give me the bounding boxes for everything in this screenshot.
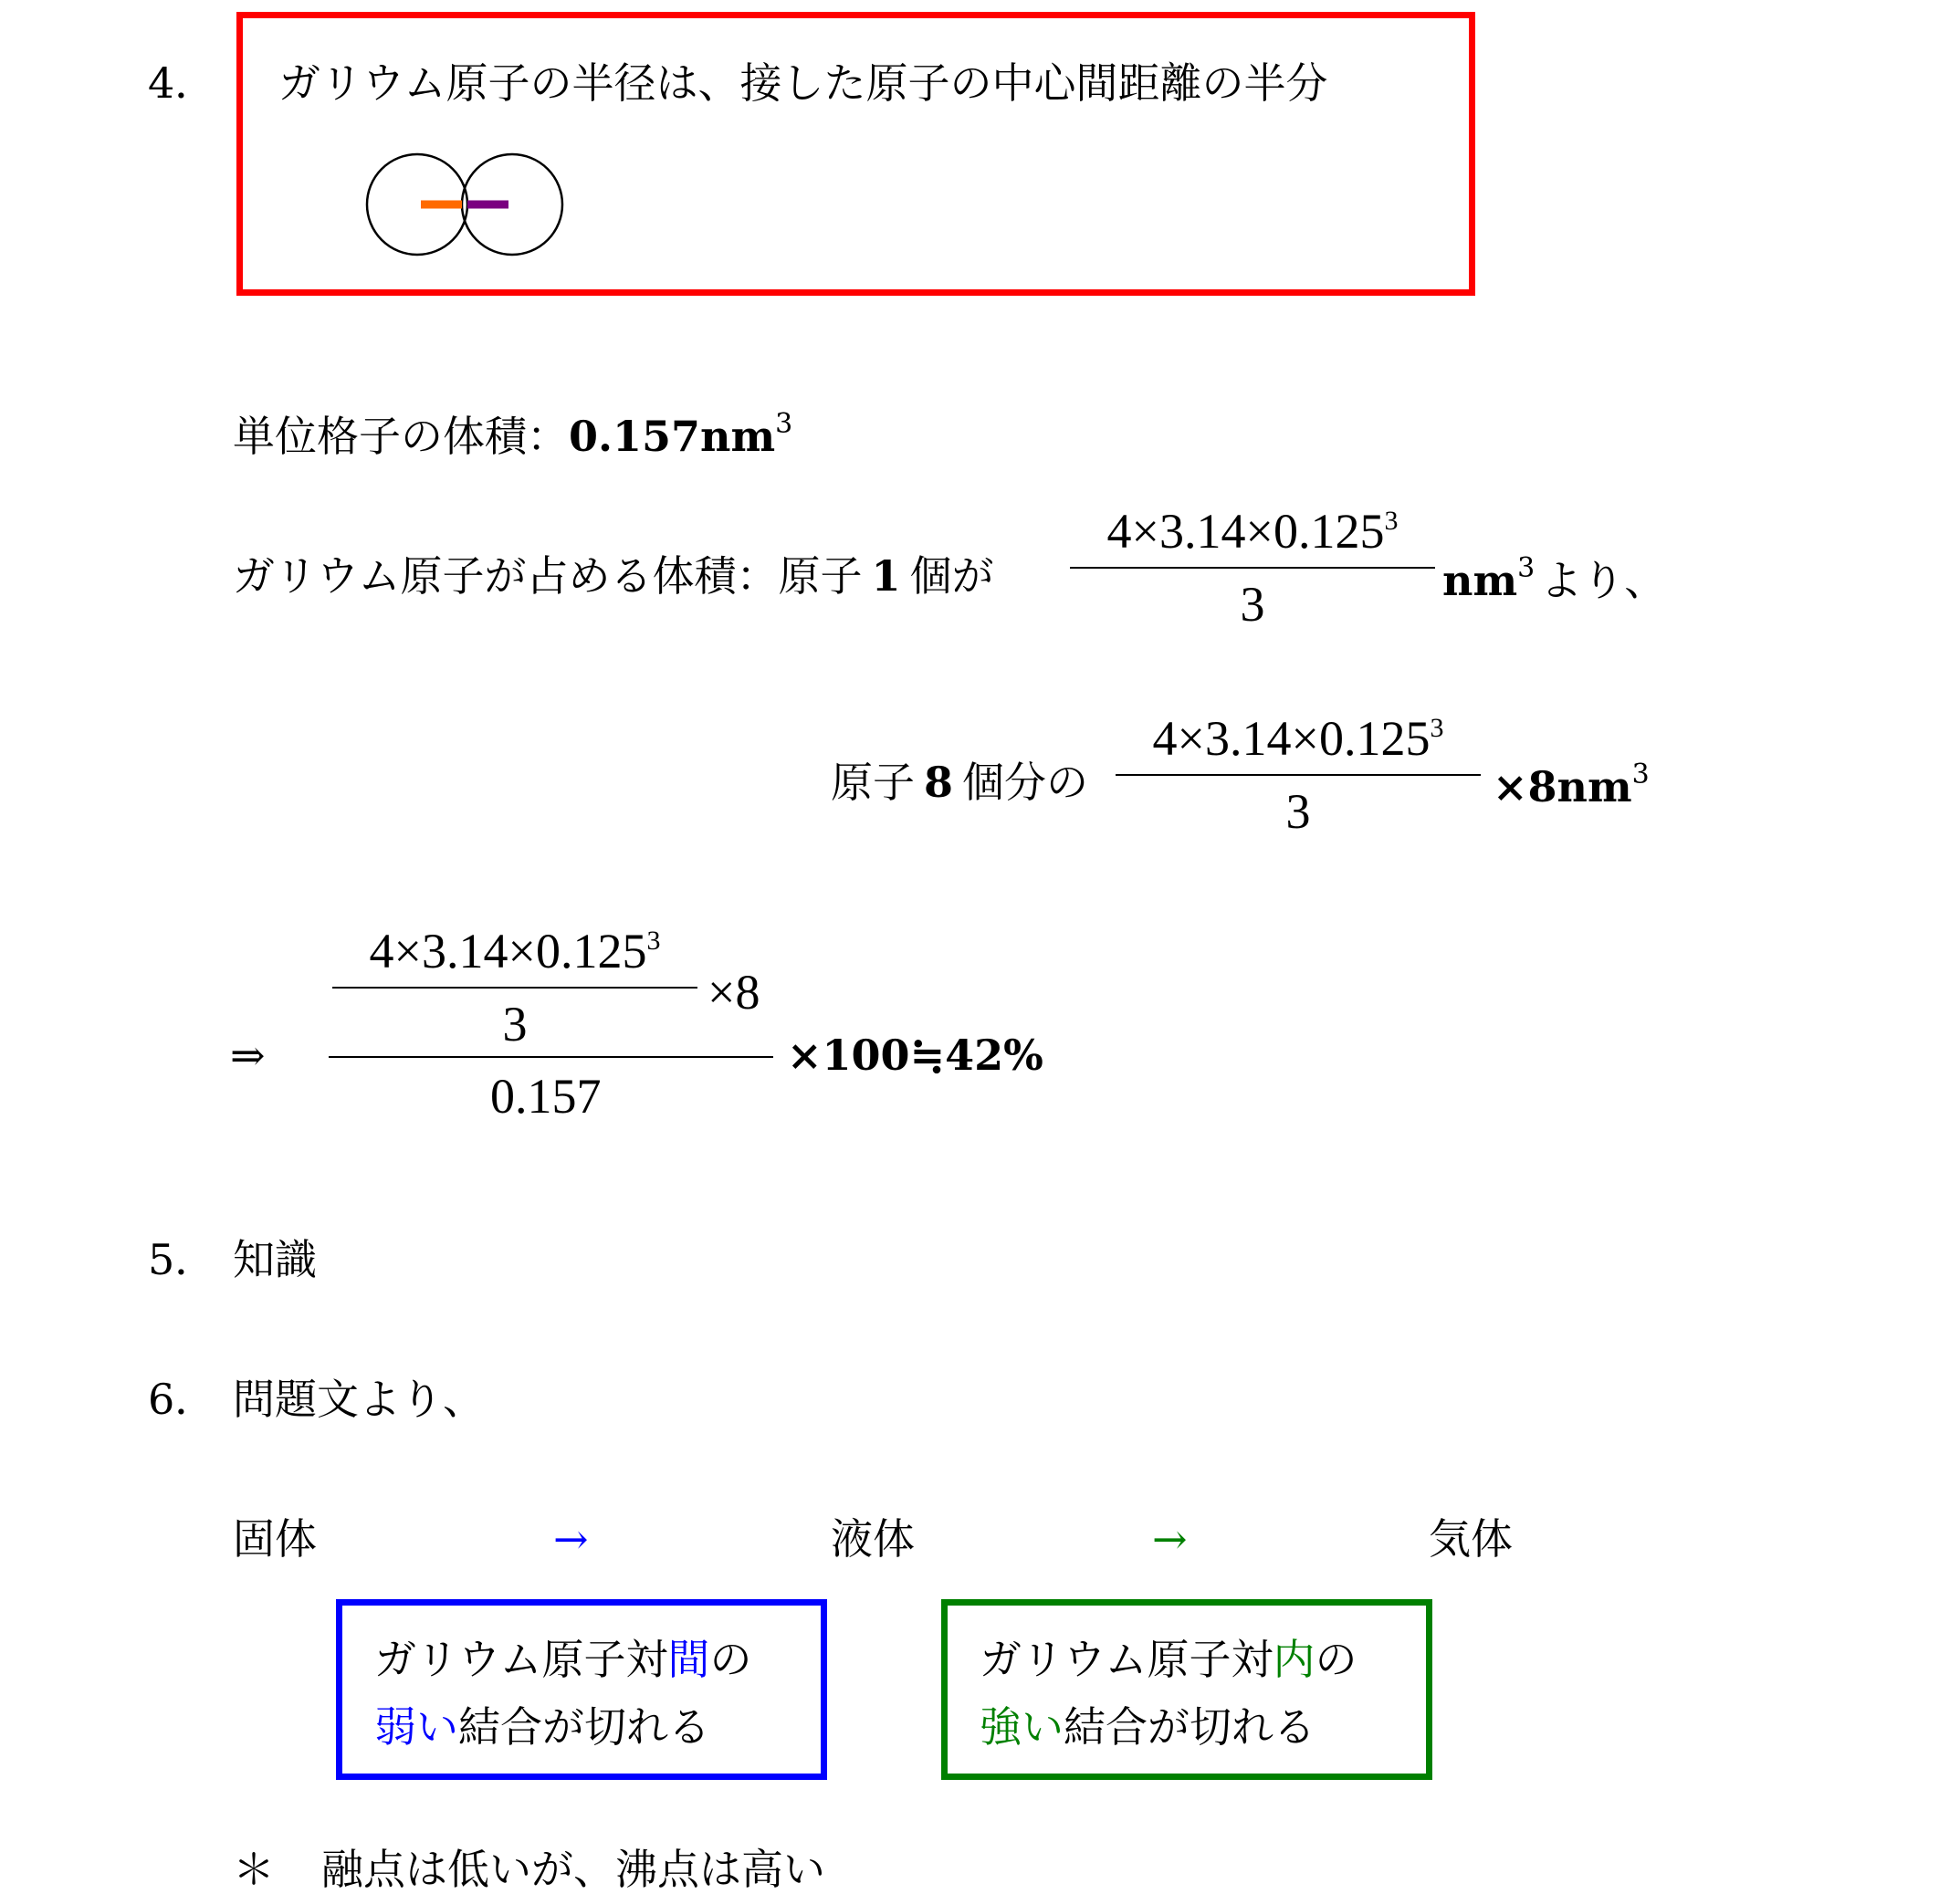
- fraction-one-atom: [1070, 504, 1435, 632]
- fraction-eight-atoms: [1116, 711, 1481, 839]
- occupied-label-text: ガリウム原子が占める体積：原子: [233, 551, 863, 601]
- q6-number: 6．: [148, 1375, 217, 1424]
- boiling-explanation-line2: 強い結合が切れる: [980, 1702, 1315, 1752]
- after-fraction-two-exp: 3: [1631, 759, 1650, 790]
- q5-text: 知識: [233, 1235, 317, 1284]
- fraction-denominator: 3: [1240, 577, 1265, 632]
- inner-fraction: [332, 924, 697, 1052]
- q4-number: 4．: [148, 58, 217, 108]
- q6-text: 問題文より、: [233, 1375, 485, 1424]
- outer-fraction-bar: [329, 1056, 773, 1058]
- after-fraction-unit-exp: 3: [1517, 552, 1536, 584]
- note-mark: ＊: [233, 1845, 275, 1894]
- eight-atoms-label: [831, 758, 1089, 807]
- unit-volume-line: [233, 408, 793, 461]
- melting-explanation-line1: ガリウム原子対間の: [374, 1635, 752, 1684]
- arrow-solid-to-liquid: →: [553, 1514, 589, 1564]
- unit-volume-label: 単位格子の体積：: [233, 412, 569, 461]
- state-gas: 気体: [1429, 1514, 1513, 1564]
- fraction-bar: [1116, 774, 1481, 776]
- fraction-numerator: $4\times 3.14\times 0.125^3$: [369, 924, 661, 978]
- state-solid: 固体: [233, 1514, 317, 1564]
- implies-symbol: ⇒: [230, 1031, 266, 1080]
- arrow-liquid-to-gas: →: [1152, 1514, 1188, 1564]
- after-fraction-two: [1493, 759, 1650, 811]
- after-fraction-text: より、: [1540, 556, 1667, 605]
- occupied-volume-label: [233, 551, 994, 601]
- occupied-count: 1: [871, 551, 901, 601]
- fraction-denominator: 3: [502, 997, 528, 1052]
- eight-count: 8: [924, 758, 954, 807]
- fraction-numerator: $4\times 3.14\times 0.125^3$: [1152, 711, 1444, 766]
- result-percentage: ×100≒42%: [787, 1031, 1043, 1080]
- melting-explanation-line2: 弱い結合が切れる: [374, 1702, 710, 1752]
- inner-times-eight: ×8: [707, 965, 760, 1020]
- fraction-bar: [1070, 567, 1435, 569]
- boiling-explanation-box: [941, 1599, 1432, 1780]
- outer-denominator: 0.157: [490, 1069, 602, 1124]
- touching-atoms-diagram: [356, 146, 575, 265]
- note-text: 融点は低いが、沸点は高い: [321, 1845, 825, 1894]
- melting-explanation-box: [336, 1599, 827, 1780]
- unit-volume-exp: 3: [775, 408, 793, 440]
- fraction-numerator: $4\times 3.14\times 0.125^3$: [1106, 504, 1399, 559]
- eight-label-text: 原子: [831, 758, 915, 807]
- q4-definition-text: ガリウム原子の半径は、接した原子の中心間距離の半分: [278, 58, 1328, 108]
- eight-suffix: 個分の: [962, 758, 1089, 807]
- after-fraction-two-text: ×8nm: [1493, 762, 1632, 811]
- after-fraction-one: [1442, 552, 1667, 605]
- unit-volume-value: 0.157nm: [569, 412, 776, 461]
- q5-number: 5．: [148, 1235, 217, 1284]
- state-liquid: 液体: [831, 1514, 915, 1564]
- occupied-suffix: 個が: [909, 551, 994, 601]
- fraction-denominator: 3: [1285, 784, 1311, 839]
- fraction-bar: [332, 987, 697, 989]
- after-fraction-unit: nm: [1442, 556, 1518, 605]
- boiling-explanation-line1: ガリウム原子対内の: [980, 1635, 1357, 1684]
